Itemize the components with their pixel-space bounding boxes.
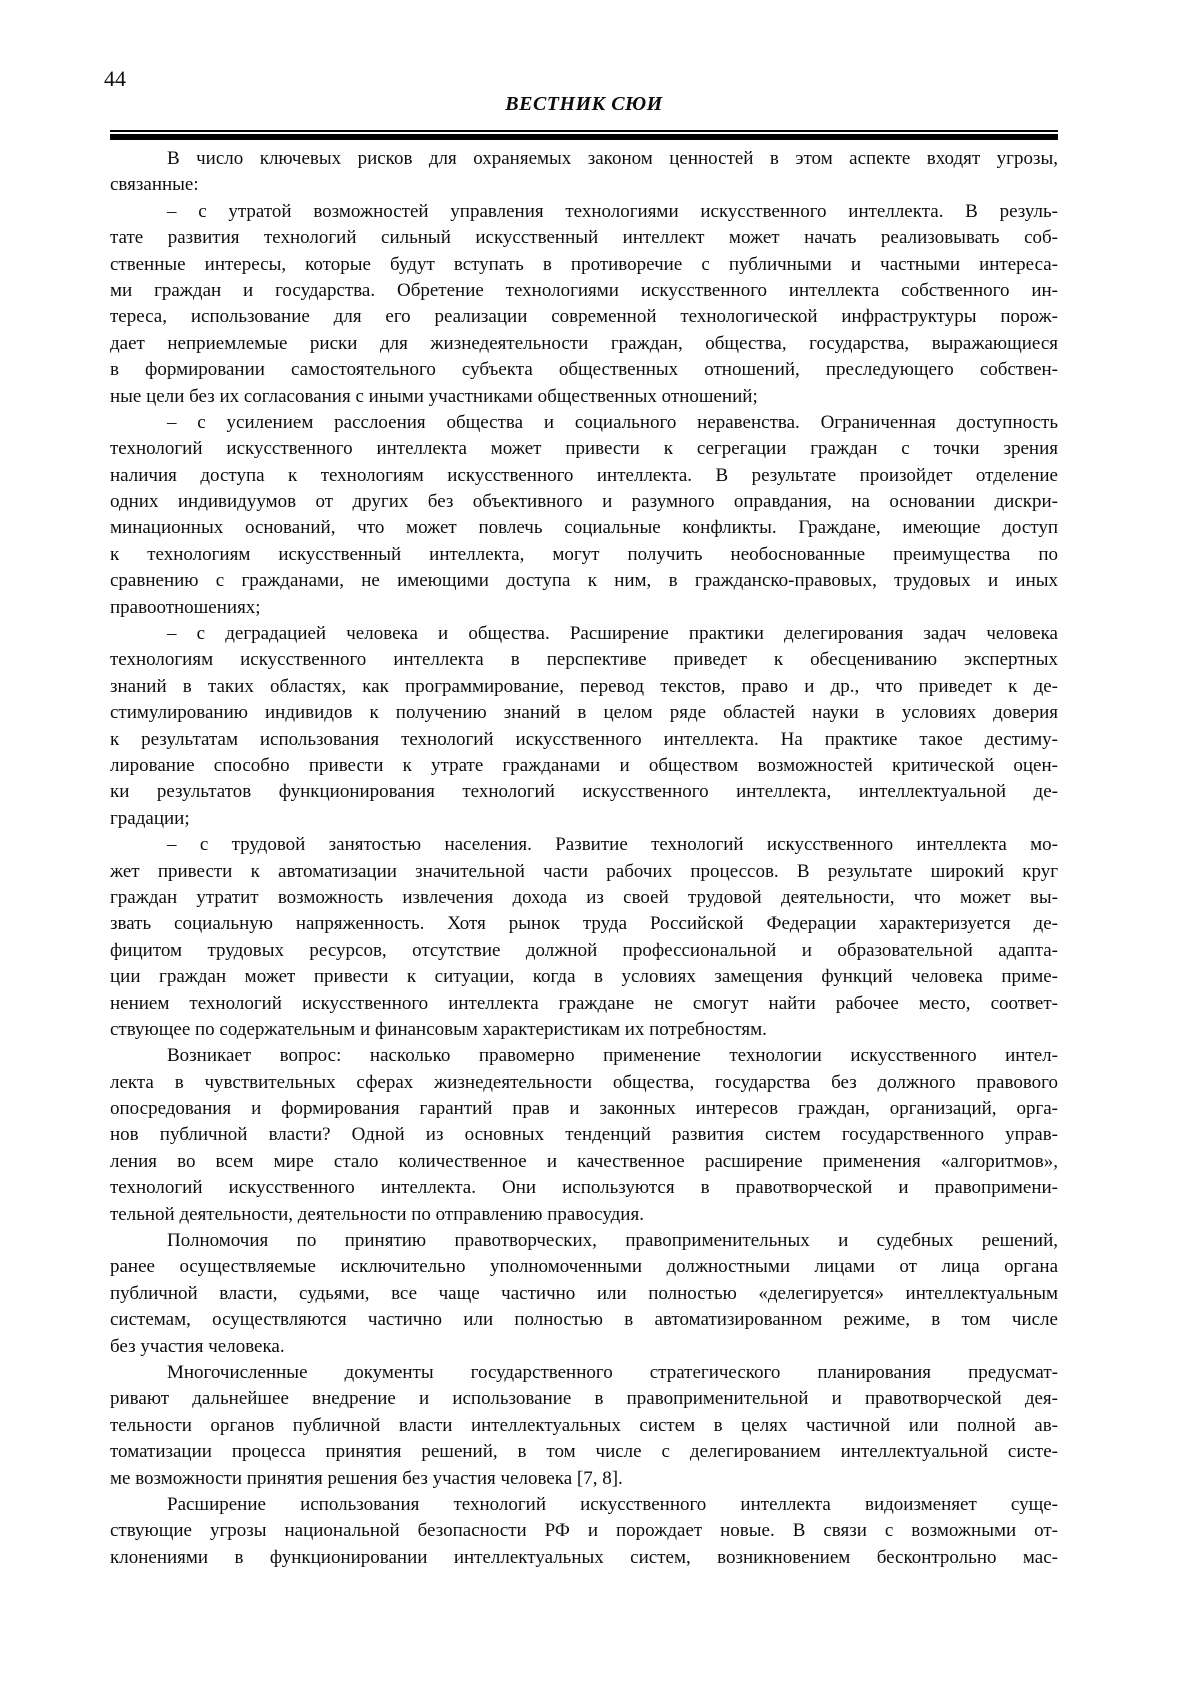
text-line: в формировании самостоятельного субъекта общественных отношений, преследующего собствен- <box>110 359 1058 381</box>
text-line: лирование способно привести к утрате гражданами и обществом возможностей критической оцен- <box>110 754 1058 776</box>
text-line: опосредования и формирования гарантий прав и законных интересов граждан, организаций, орга- <box>110 1098 1058 1120</box>
text-line: ки результатов функционирования технологий искусственного интеллекта, интеллектуальной де- <box>110 781 1058 803</box>
text-line: Расширение использования технологий искусственного интеллекта видоизменяет суще- <box>167 1493 1058 1515</box>
text-line: тельной деятельности, деятельности по отправлению правосудия. <box>110 1203 644 1225</box>
text-line: ственные интересы, которые будут вступать в противоречие с публичными и частными интереса- <box>110 253 1058 275</box>
text-line: минационных оснований, что может повлечь социальные конфликты. Граждане, имеющие доступ <box>110 517 1058 539</box>
text-line: связанные: <box>110 174 199 196</box>
text-line: тереса, использование для его реализации современной технологической инфраструктуры порож- <box>110 306 1058 328</box>
text-line: технологиям искусственного интеллекта в перспективе приведет к обесцениванию экспертных <box>110 649 1058 671</box>
text-line: сравнению с гражданами, не имеющими доступа к ним, в гражданско-правовых, трудовых и иных <box>110 570 1058 592</box>
text-line: технологий искусственного интеллекта может привести к сегрегации граждан с точки зрения <box>110 438 1058 460</box>
text-line: – с усилением расслоения общества и социального неравенства. Ограниченная доступность <box>167 411 1058 433</box>
text-line: клонениями в функционировании интеллектуальных систем, возникновением бесконтрольно мас- <box>110 1546 1058 1568</box>
text-line: ривают дальнейшее внедрение и использование в правоприменительной и правотворческой дея- <box>110 1388 1058 1410</box>
journal-title: ВЕСТНИК СЮИ <box>505 93 663 115</box>
text-line: без участия человека. <box>110 1335 285 1357</box>
paragraph <box>110 621 1058 832</box>
paragraph <box>110 199 1058 410</box>
paragraph <box>110 410 1058 621</box>
text-line: – с трудовой занятостью населения. Развитие технологий искусственного интеллекта мо- <box>167 834 1058 856</box>
text-line: технологий искусственного интеллекта. Они используются в правотворческой и правопримени- <box>110 1177 1058 1199</box>
text-line: ранее осуществляемые исключительно уполномоченными должностными лицами от лица органа <box>110 1256 1058 1278</box>
text-line: – с деградацией человека и общества. Расширение практики делегирования задач человека <box>167 623 1058 645</box>
text-line: нов публичной власти? Одной из основных тенденций развития систем государственного управ- <box>110 1124 1058 1146</box>
text-line: фицитом трудовых ресурсов, отсутствие должной профессиональной и образовательной адапта- <box>110 939 1058 961</box>
text-line: наличия доступа к технологиям искусственного интеллекта. В результате произойдет отделение <box>110 464 1058 486</box>
text-line: ствующее по содержательным и финансовым характеристикам их потребностям. <box>110 1018 767 1040</box>
text-line: ме возможности принятия решения без участия человека [7, 8]. <box>110 1467 623 1489</box>
text-line: одних индивидуумов от других без объективного и разумного оправдания, на основании дискри- <box>110 491 1058 513</box>
paragraph <box>110 832 1058 1043</box>
text-line: – с утратой возможностей управления технологиями искусственного интеллекта. В резуль- <box>167 200 1058 222</box>
text-line: нением технологий искусственного интеллекта граждане не смогут найти рабочее место, соответ- <box>110 992 1058 1014</box>
paragraph <box>110 1492 1058 1571</box>
text-line: тате развития технологий сильный искусственный интеллект может начать реализовывать соб- <box>110 227 1058 249</box>
text-line: граждан утратит возможность извлечения дохода из своей трудовой деятельности, что может вы- <box>110 886 1058 908</box>
text-line: ные цели без их согласования с иными участниками общественных отношений; <box>110 385 758 407</box>
text-line: правоотношениях; <box>110 596 261 618</box>
text-line: жет привести к автоматизации значительной части рабочих процессов. В результате широкий круг <box>110 860 1058 882</box>
text-line: Многочисленные документы государственного стратегического планирования предусмат- <box>167 1361 1058 1383</box>
paragraph <box>110 1228 1058 1360</box>
text-line: тельности органов публичной власти интеллектуальных систем в целях частичной или полной ав- <box>110 1414 1058 1436</box>
text-line: дает неприемлемые риски для жизнедеятельности граждан, общества, государства, выражающиеся <box>110 332 1058 354</box>
text-line: публичной власти, судьями, все чаще частично или полностью «делегируется» интеллектуальным <box>110 1282 1058 1304</box>
paragraph <box>110 1360 1058 1492</box>
page-number: 44 <box>104 66 126 91</box>
text-line: стимулированию индивидов к получению знаний в целом ряде областей науки в условиях доверия <box>110 702 1058 724</box>
text-line: ми граждан и государства. Обретение технологиями искусственного интеллекта собственного ин- <box>110 279 1058 301</box>
text-line: ции граждан может привести к ситуации, когда в условиях замещения функций человека приме- <box>110 966 1058 988</box>
text-line: лекта в чувствительных сферах жизнедеятельности общества, государства без должного правового <box>110 1071 1058 1093</box>
article-body <box>110 146 1058 1571</box>
text-line: к технологиям искусственный интеллекта, могут получить необоснованные преимущества по <box>110 543 1058 565</box>
paragraph <box>110 146 1058 199</box>
text-line: Полномочия по принятию правотворческих, правоприменительных и судебных решений, <box>167 1230 1058 1252</box>
text-line: В число ключевых рисков для охраняемых законом ценностей в этом аспекте входят угрозы, <box>167 148 1058 169</box>
text-line: к результатам использования технологий искусственного интеллекта. На практике такое дестиму- <box>110 728 1058 750</box>
text-line: градации; <box>110 807 190 829</box>
text-line: ствующие угрозы национальной безопасности РФ и порождает новые. В связи с возможными от- <box>110 1520 1058 1542</box>
text-line: томатизации процесса принятия решений, в том числе с делегированием интеллектуальной систе- <box>110 1441 1058 1463</box>
header-rule-thick-line <box>110 134 1058 140</box>
text-line: системам, осуществляются частично или полностью в автоматизированном режиме, в том числе <box>110 1309 1058 1331</box>
paragraph <box>110 1043 1058 1228</box>
text-line: ления во всем мире стало количественное и качественное расширение применения «алгоритмов», <box>110 1150 1058 1172</box>
text-line: звать социальную напряженность. Хотя рынок труда Российской Федерации характеризуется де- <box>110 913 1058 935</box>
header-rule <box>110 130 1058 140</box>
text-line: знаний в таких областях, как программирование, перевод текстов, право и др., что приведет к де- <box>110 675 1058 697</box>
text-line: Возникает вопрос: насколько правомерно применение технологии искусственного интел- <box>167 1045 1058 1067</box>
